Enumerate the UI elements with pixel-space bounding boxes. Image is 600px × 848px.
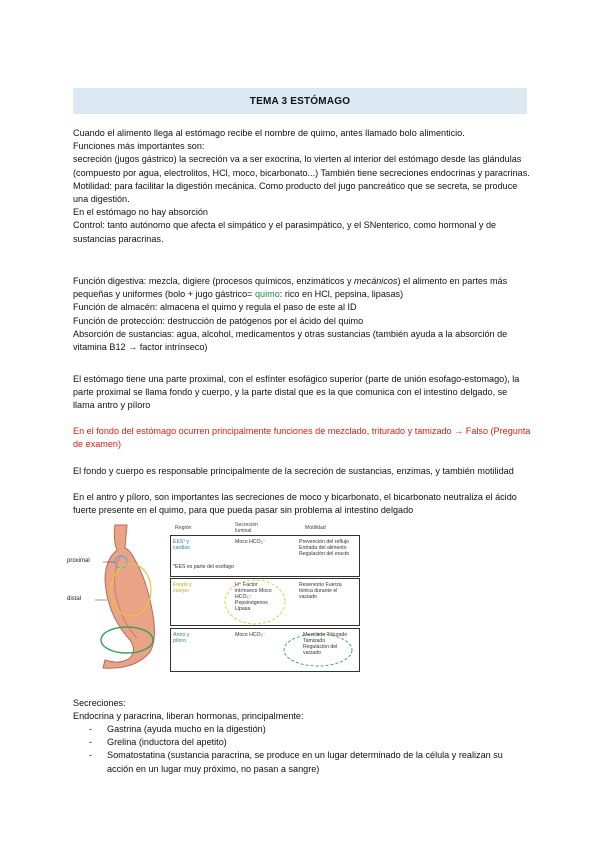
fondo-paragraph: El fondo y cuerpo es responsable principalmente de la secreción de sustancias, enzimas, y también motilidad xyxy=(73,466,514,476)
title-text: TEMA 3 ESTÓMAGO xyxy=(249,95,351,107)
row2-motilidad: Reservorio Fuerza tónica durante el vaciado xyxy=(299,582,342,600)
secreciones-heading: Secreciones: xyxy=(73,698,126,708)
stomach-illustration xyxy=(75,520,175,670)
control-text: Control: tanto autónomo que afecta el simpático y el parasimpático, y el SNenterico, como hormonal y de sustancias paracrinas. xyxy=(73,220,497,244)
col-header-region: Región xyxy=(175,525,192,531)
funciones-paragraph xyxy=(73,275,531,354)
label-proximal: proximal xyxy=(67,558,90,564)
list-item: - Somatostatina (sustancia paracrina, se produce en un lugar determinado de la célula y realizan su acción en un lugar muy próximo, no pasan a sangre) xyxy=(73,749,531,775)
row3-region: Antro y píloro xyxy=(173,632,190,644)
row3-motilidad: Mezclado Triturado Tamizado Regulación del vaciado xyxy=(303,632,348,656)
row1-region: EES¹ y cardias xyxy=(173,539,190,551)
no-absorcion-text: En el estómago no hay absorción xyxy=(73,207,208,218)
row2-secrecion: H⁺ Factor intrínseco Moco HCO₃⁻ Pepsinógenos Lipasa xyxy=(235,582,272,612)
row1-note: *EES es parte del esófago xyxy=(173,564,234,570)
row1-motilidad: Prevención del reflujo Entrada del alimento Regulación del eructo xyxy=(299,539,350,557)
page-title xyxy=(73,88,527,114)
secreciones-list xyxy=(73,723,531,776)
row3-secrecion: Moco HCO₃⁻ xyxy=(235,632,266,638)
stomach-figure xyxy=(67,520,360,670)
list-item: - Gastrina (ayuda mucho en la digestión) xyxy=(73,723,531,736)
funcion-almacen: Función de almacén: almacena el quimo y regula el paso de este al ID xyxy=(73,302,357,313)
funcion-digestiva-a: Función digestiva: mezcla, digiere (procesos químicos, enzimáticos y xyxy=(73,276,355,286)
intro-line-2: Funciones más importantes son: xyxy=(73,141,205,152)
funcion-digestiva-c: : rico en HCl, pepsina, lipasas) xyxy=(279,289,404,300)
secrecion-text: secreción (jugos gástrico) la secreción va a ser exocrina, lo vierten al interior del estómago desde las glándulas (compuesto por agua, electrolitos, HCl, moco, bicarbonato...) También tiene secreciones endocrinas y paracrinas. xyxy=(73,154,530,178)
exam-note: En el fondo del estómago ocurren principalmente funciones de mezclado, triturado y tamizado → Falso (Pregunta de examen) xyxy=(73,426,531,450)
row2-region: Fondo y cuerpo xyxy=(173,582,192,594)
intro-line-1: Cuando el alimento llega al estómago recibe el nombre de quimo, antes llamado bolo alimenticio. xyxy=(73,128,465,138)
partes-paragraph: El estómago tiene una parte proximal, con el esfínter esofágico superior (parte de unión esofago-estomago), la parte proximal se llama fondo y cuerpo, y la parte distal que es la que comunica con el intestino delgado, se llama antro y píloro xyxy=(73,374,520,411)
antro-paragraph: En el antro y píloro, son importantes las secreciones de moco y bicarbonato, el bicarbonato neutraliza el ácido fuerte presente en el quimo, para que pueda pasar sin problema al intestino delgado xyxy=(73,492,517,516)
motilidad-text: Motilidad: para facilitar la digestión mecánica. Como producto del jugo pancreático que se secreta, se produce una digestión. xyxy=(73,180,518,205)
absorcion-sustancias: Absorción de sustancias: agua, alcohol, medicamentos y otras sustancias (también ayuda a la absorción de vitamina B12 → factor intrínseco) xyxy=(73,328,508,353)
quimo-highlight: quimo xyxy=(255,289,280,300)
funcion-proteccion: Función de protección: destrucción de patógenos por el ácido del quimo xyxy=(73,315,364,326)
funcion-digestiva-b: ) el alimento en partes más pequeñas y uniformes (bolo + jugo gástrico= xyxy=(73,276,508,300)
secreciones-sub: Endocrina y paracrina, liberan hormonas, principalmente: xyxy=(73,711,304,722)
col-header-secrecion: Secreción luminal xyxy=(235,522,259,534)
list-item: - Grelina (inductora del apetito) xyxy=(73,736,531,749)
funcion-digestiva-italic: mecánicos xyxy=(354,276,398,286)
secreciones-heading-block xyxy=(73,697,531,723)
label-distal: distal xyxy=(67,596,82,602)
col-header-motilidad: Motilidad xyxy=(305,525,326,531)
row1-secrecion: Moco HCO₃⁻ xyxy=(235,539,266,545)
intro-paragraph xyxy=(73,127,531,246)
